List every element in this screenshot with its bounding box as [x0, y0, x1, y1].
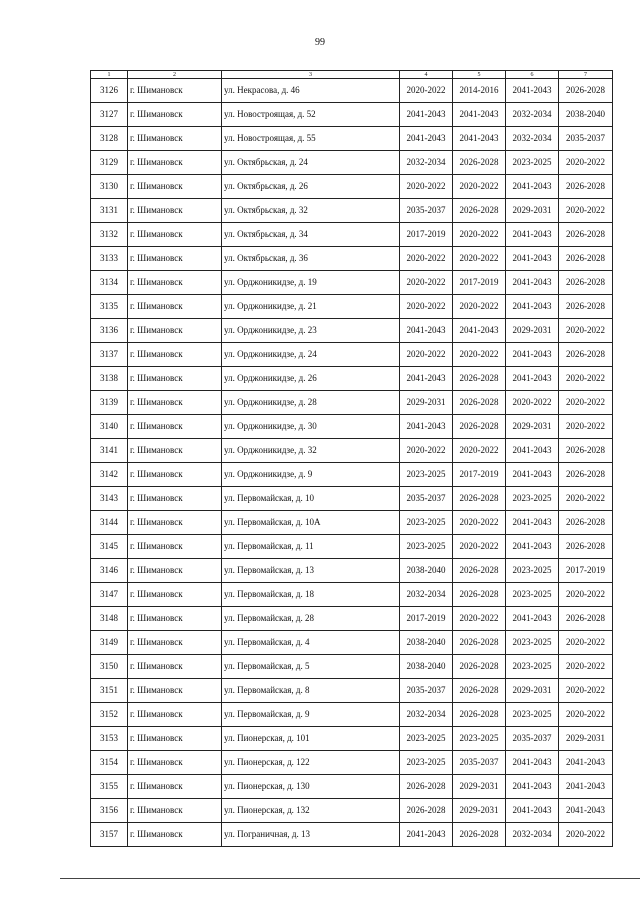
period-cell: 2026-2028 [400, 775, 453, 799]
period-cell: 2020-2022 [400, 79, 453, 103]
row-number-cell: 3143 [91, 487, 128, 511]
city-cell: г. Шимановск [128, 79, 222, 103]
period-cell: 2029-2031 [506, 679, 559, 703]
period-cell: 2038-2040 [559, 103, 613, 127]
period-cell: 2026-2028 [453, 559, 506, 583]
table-row [91, 607, 613, 631]
table-row [91, 367, 613, 391]
row-number-cell: 3132 [91, 223, 128, 247]
row-number-cell: 3157 [91, 823, 128, 847]
address-cell: ул. Октябрьская, д. 36 [222, 247, 400, 271]
period-cell: 2020-2022 [453, 343, 506, 367]
city-cell: г. Шимановск [128, 511, 222, 535]
city-cell: г. Шимановск [128, 343, 222, 367]
period-cell: 2020-2022 [559, 487, 613, 511]
city-cell: г. Шимановск [128, 559, 222, 583]
row-number-cell: 3127 [91, 103, 128, 127]
period-cell: 2017-2019 [453, 271, 506, 295]
period-cell: 2035-2037 [453, 751, 506, 775]
table-row [91, 679, 613, 703]
period-cell: 2026-2028 [559, 511, 613, 535]
row-number-cell: 3153 [91, 727, 128, 751]
address-cell: ул. Первомайская, д. 10А [222, 511, 400, 535]
address-cell: ул. Новостроящая, д. 55 [222, 127, 400, 151]
row-number-cell: 3129 [91, 151, 128, 175]
row-number-cell: 3148 [91, 607, 128, 631]
address-cell: ул. Орджоникидзе, д. 32 [222, 439, 400, 463]
table-row [91, 463, 613, 487]
city-cell: г. Шимановск [128, 127, 222, 151]
period-cell: 2020-2022 [559, 631, 613, 655]
period-cell: 2023-2025 [400, 751, 453, 775]
column-number-header: 6 [506, 71, 559, 79]
period-cell: 2041-2043 [400, 367, 453, 391]
address-cell: ул. Октябрьская, д. 24 [222, 151, 400, 175]
period-cell: 2032-2034 [400, 583, 453, 607]
city-cell: г. Шимановск [128, 391, 222, 415]
period-cell: 2041-2043 [506, 775, 559, 799]
city-cell: г. Шимановск [128, 703, 222, 727]
period-cell: 2020-2022 [453, 511, 506, 535]
period-cell: 2041-2043 [506, 463, 559, 487]
city-cell: г. Шимановск [128, 823, 222, 847]
column-number-header: 2 [128, 71, 222, 79]
period-cell: 2041-2043 [506, 511, 559, 535]
period-cell: 2032-2034 [506, 823, 559, 847]
table-row [91, 127, 613, 151]
period-cell: 2041-2043 [506, 271, 559, 295]
period-cell: 2026-2028 [453, 487, 506, 511]
address-cell: ул. Первомайская, д. 11 [222, 535, 400, 559]
city-cell: г. Шимановск [128, 463, 222, 487]
period-cell: 2041-2043 [506, 79, 559, 103]
period-cell: 2041-2043 [506, 343, 559, 367]
period-cell: 2020-2022 [559, 703, 613, 727]
city-cell: г. Шимановск [128, 751, 222, 775]
period-cell: 2017-2019 [400, 607, 453, 631]
city-cell: г. Шимановск [128, 799, 222, 823]
period-cell: 2026-2028 [453, 655, 506, 679]
table-row [91, 223, 613, 247]
period-cell: 2041-2043 [506, 751, 559, 775]
period-cell: 2029-2031 [453, 775, 506, 799]
period-cell: 2020-2022 [559, 367, 613, 391]
table-row [91, 727, 613, 751]
table-row [91, 319, 613, 343]
table-row [91, 415, 613, 439]
address-cell: ул. Первомайская, д. 9 [222, 703, 400, 727]
period-cell: 2038-2040 [400, 559, 453, 583]
table-row [91, 343, 613, 367]
city-cell: г. Шимановск [128, 655, 222, 679]
table-row [91, 103, 613, 127]
period-cell: 2026-2028 [453, 391, 506, 415]
table-row [91, 631, 613, 655]
row-number-cell: 3136 [91, 319, 128, 343]
table-row [91, 583, 613, 607]
period-cell: 2041-2043 [400, 103, 453, 127]
row-number-cell: 3150 [91, 655, 128, 679]
address-cell: ул. Некрасова, д. 46 [222, 79, 400, 103]
table-row [91, 439, 613, 463]
period-cell: 2026-2028 [559, 535, 613, 559]
period-cell: 2026-2028 [559, 607, 613, 631]
period-cell: 2020-2022 [400, 175, 453, 199]
table-row [91, 655, 613, 679]
address-cell: ул. Первомайская, д. 18 [222, 583, 400, 607]
period-cell: 2029-2031 [506, 319, 559, 343]
period-cell: 2014-2016 [453, 79, 506, 103]
period-cell: 2032-2034 [400, 151, 453, 175]
period-cell: 2026-2028 [453, 679, 506, 703]
period-cell: 2041-2043 [506, 799, 559, 823]
period-cell: 2023-2025 [453, 727, 506, 751]
period-cell: 2026-2028 [559, 343, 613, 367]
city-cell: г. Шимановск [128, 103, 222, 127]
row-number-cell: 3138 [91, 367, 128, 391]
period-cell: 2035-2037 [506, 727, 559, 751]
period-cell: 2035-2037 [400, 679, 453, 703]
period-cell: 2029-2031 [506, 415, 559, 439]
table-body [91, 79, 613, 847]
city-cell: г. Шимановск [128, 295, 222, 319]
row-number-cell: 3144 [91, 511, 128, 535]
period-cell: 2020-2022 [506, 391, 559, 415]
city-cell: г. Шимановск [128, 415, 222, 439]
city-cell: г. Шимановск [128, 727, 222, 751]
table-row [91, 295, 613, 319]
period-cell: 2023-2025 [506, 631, 559, 655]
period-cell: 2041-2043 [506, 607, 559, 631]
row-number-cell: 3130 [91, 175, 128, 199]
period-cell: 2026-2028 [453, 583, 506, 607]
bottom-divider [60, 878, 640, 879]
address-cell: ул. Орджоникидзе, д. 9 [222, 463, 400, 487]
city-cell: г. Шимановск [128, 247, 222, 271]
address-cell: ул. Орджоникидзе, д. 21 [222, 295, 400, 319]
period-cell: 2023-2025 [506, 559, 559, 583]
row-number-cell: 3154 [91, 751, 128, 775]
period-cell: 2026-2028 [559, 223, 613, 247]
period-cell: 2029-2031 [453, 799, 506, 823]
table-row [91, 247, 613, 271]
period-cell: 2032-2034 [506, 127, 559, 151]
row-number-cell: 3133 [91, 247, 128, 271]
column-number-header: 3 [222, 71, 400, 79]
period-cell: 2023-2025 [506, 151, 559, 175]
period-cell: 2020-2022 [559, 151, 613, 175]
period-cell: 2026-2028 [559, 175, 613, 199]
address-cell: ул. Орджоникидзе, д. 24 [222, 343, 400, 367]
address-cell: ул. Пионерская, д. 130 [222, 775, 400, 799]
period-cell: 2023-2025 [400, 463, 453, 487]
row-number-cell: 3135 [91, 295, 128, 319]
period-cell: 2020-2022 [559, 319, 613, 343]
row-number-cell: 3142 [91, 463, 128, 487]
period-cell: 2017-2019 [559, 559, 613, 583]
table-row [91, 511, 613, 535]
row-number-cell: 3151 [91, 679, 128, 703]
period-cell: 2038-2040 [400, 631, 453, 655]
period-cell: 2020-2022 [559, 391, 613, 415]
address-cell: ул. Пионерская, д. 101 [222, 727, 400, 751]
period-cell: 2023-2025 [400, 511, 453, 535]
period-cell: 2041-2043 [400, 823, 453, 847]
city-cell: г. Шимановск [128, 439, 222, 463]
period-cell: 2020-2022 [453, 439, 506, 463]
registry-table [90, 70, 613, 847]
period-cell: 2041-2043 [506, 535, 559, 559]
period-cell: 2020-2022 [559, 823, 613, 847]
period-cell: 2026-2028 [453, 199, 506, 223]
period-cell: 2023-2025 [506, 703, 559, 727]
period-cell: 2032-2034 [400, 703, 453, 727]
city-cell: г. Шимановск [128, 487, 222, 511]
city-cell: г. Шимановск [128, 271, 222, 295]
row-number-cell: 3147 [91, 583, 128, 607]
period-cell: 2020-2022 [453, 175, 506, 199]
row-number-cell: 3134 [91, 271, 128, 295]
city-cell: г. Шимановск [128, 535, 222, 559]
table-row [91, 271, 613, 295]
row-number-cell: 3152 [91, 703, 128, 727]
table-row [91, 751, 613, 775]
address-cell: ул. Новостроящая, д. 52 [222, 103, 400, 127]
city-cell: г. Шимановск [128, 775, 222, 799]
period-cell: 2020-2022 [559, 679, 613, 703]
period-cell: 2020-2022 [453, 535, 506, 559]
row-number-cell: 3140 [91, 415, 128, 439]
period-cell: 2026-2028 [453, 703, 506, 727]
table-row [91, 799, 613, 823]
period-cell: 2026-2028 [559, 463, 613, 487]
period-cell: 2020-2022 [453, 295, 506, 319]
period-cell: 2041-2043 [559, 799, 613, 823]
address-cell: ул. Первомайская, д. 13 [222, 559, 400, 583]
period-cell: 2023-2025 [506, 583, 559, 607]
address-cell: ул. Орджоникидзе, д. 26 [222, 367, 400, 391]
address-cell: ул. Орджоникидзе, д. 19 [222, 271, 400, 295]
period-cell: 2038-2040 [400, 655, 453, 679]
period-cell: 2026-2028 [400, 799, 453, 823]
city-cell: г. Шимановск [128, 679, 222, 703]
column-number-row [91, 71, 613, 79]
address-cell: ул. Орджоникидзе, д. 30 [222, 415, 400, 439]
column-number-header: 1 [91, 71, 128, 79]
row-number-cell: 3155 [91, 775, 128, 799]
column-number-header: 5 [453, 71, 506, 79]
period-cell: 2020-2022 [453, 223, 506, 247]
period-cell: 2029-2031 [559, 727, 613, 751]
period-cell: 2020-2022 [453, 247, 506, 271]
period-cell: 2032-2034 [506, 103, 559, 127]
period-cell: 2023-2025 [400, 535, 453, 559]
period-cell: 2041-2043 [453, 127, 506, 151]
row-number-cell: 3156 [91, 799, 128, 823]
address-cell: ул. Октябрьская, д. 34 [222, 223, 400, 247]
table-row [91, 703, 613, 727]
address-cell: ул. Первомайская, д. 8 [222, 679, 400, 703]
address-cell: ул. Первомайская, д. 4 [222, 631, 400, 655]
period-cell: 2041-2043 [400, 127, 453, 151]
period-cell: 2041-2043 [506, 439, 559, 463]
city-cell: г. Шимановск [128, 631, 222, 655]
row-number-cell: 3149 [91, 631, 128, 655]
period-cell: 2026-2028 [453, 415, 506, 439]
period-cell: 2026-2028 [453, 631, 506, 655]
city-cell: г. Шимановск [128, 607, 222, 631]
period-cell: 2026-2028 [453, 823, 506, 847]
period-cell: 2026-2028 [453, 151, 506, 175]
city-cell: г. Шимановск [128, 175, 222, 199]
table-row [91, 535, 613, 559]
table-row [91, 559, 613, 583]
city-cell: г. Шимановск [128, 199, 222, 223]
period-cell: 2020-2022 [400, 247, 453, 271]
row-number-cell: 3131 [91, 199, 128, 223]
row-number-cell: 3126 [91, 79, 128, 103]
period-cell: 2020-2022 [400, 295, 453, 319]
period-cell: 2023-2025 [506, 487, 559, 511]
column-number-header: 7 [559, 71, 613, 79]
address-cell: ул. Первомайская, д. 28 [222, 607, 400, 631]
period-cell: 2026-2028 [559, 271, 613, 295]
period-cell: 2017-2019 [400, 223, 453, 247]
address-cell: ул. Октябрьская, д. 32 [222, 199, 400, 223]
city-cell: г. Шимановск [128, 367, 222, 391]
period-cell: 2023-2025 [400, 727, 453, 751]
table-row [91, 79, 613, 103]
row-number-cell: 3141 [91, 439, 128, 463]
row-number-cell: 3139 [91, 391, 128, 415]
period-cell: 2020-2022 [400, 343, 453, 367]
period-cell: 2029-2031 [400, 391, 453, 415]
period-cell: 2020-2022 [559, 655, 613, 679]
city-cell: г. Шимановск [128, 583, 222, 607]
period-cell: 2035-2037 [400, 487, 453, 511]
period-cell: 2029-2031 [506, 199, 559, 223]
period-cell: 2020-2022 [559, 199, 613, 223]
period-cell: 2041-2043 [506, 295, 559, 319]
table-row [91, 823, 613, 847]
period-cell: 2020-2022 [453, 607, 506, 631]
address-cell: ул. Первомайская, д. 10 [222, 487, 400, 511]
column-number-header: 4 [400, 71, 453, 79]
city-cell: г. Шимановск [128, 319, 222, 343]
table-row [91, 175, 613, 199]
period-cell: 2041-2043 [400, 415, 453, 439]
city-cell: г. Шимановск [128, 151, 222, 175]
table-row [91, 199, 613, 223]
period-cell: 2041-2043 [506, 223, 559, 247]
row-number-cell: 3128 [91, 127, 128, 151]
address-cell: ул. Пионерская, д. 132 [222, 799, 400, 823]
period-cell: 2041-2043 [506, 367, 559, 391]
period-cell: 2023-2025 [506, 655, 559, 679]
period-cell: 2026-2028 [559, 247, 613, 271]
period-cell: 2041-2043 [400, 319, 453, 343]
period-cell: 2041-2043 [506, 247, 559, 271]
address-cell: ул. Первомайская, д. 5 [222, 655, 400, 679]
period-cell: 2026-2028 [453, 367, 506, 391]
row-number-cell: 3145 [91, 535, 128, 559]
table-row [91, 775, 613, 799]
city-cell: г. Шимановск [128, 223, 222, 247]
row-number-cell: 3146 [91, 559, 128, 583]
period-cell: 2041-2043 [453, 319, 506, 343]
period-cell: 2026-2028 [559, 439, 613, 463]
address-cell: ул. Орджоникидзе, д. 23 [222, 319, 400, 343]
period-cell: 2041-2043 [559, 751, 613, 775]
period-cell: 2020-2022 [559, 583, 613, 607]
address-cell: ул. Октябрьская, д. 26 [222, 175, 400, 199]
table-row [91, 151, 613, 175]
period-cell: 2041-2043 [559, 775, 613, 799]
row-number-cell: 3137 [91, 343, 128, 367]
address-cell: ул. Орджоникидзе, д. 28 [222, 391, 400, 415]
period-cell: 2026-2028 [559, 79, 613, 103]
page-number: 99 [315, 37, 325, 48]
period-cell: 2035-2037 [559, 127, 613, 151]
period-cell: 2026-2028 [559, 295, 613, 319]
period-cell: 2041-2043 [453, 103, 506, 127]
period-cell: 2017-2019 [453, 463, 506, 487]
period-cell: 2020-2022 [400, 439, 453, 463]
address-cell: ул. Пионерская, д. 122 [222, 751, 400, 775]
period-cell: 2020-2022 [400, 271, 453, 295]
period-cell: 2041-2043 [506, 175, 559, 199]
table-row [91, 391, 613, 415]
period-cell: 2035-2037 [400, 199, 453, 223]
table-row [91, 487, 613, 511]
period-cell: 2020-2022 [559, 415, 613, 439]
address-cell: ул. Пограничная, д. 13 [222, 823, 400, 847]
